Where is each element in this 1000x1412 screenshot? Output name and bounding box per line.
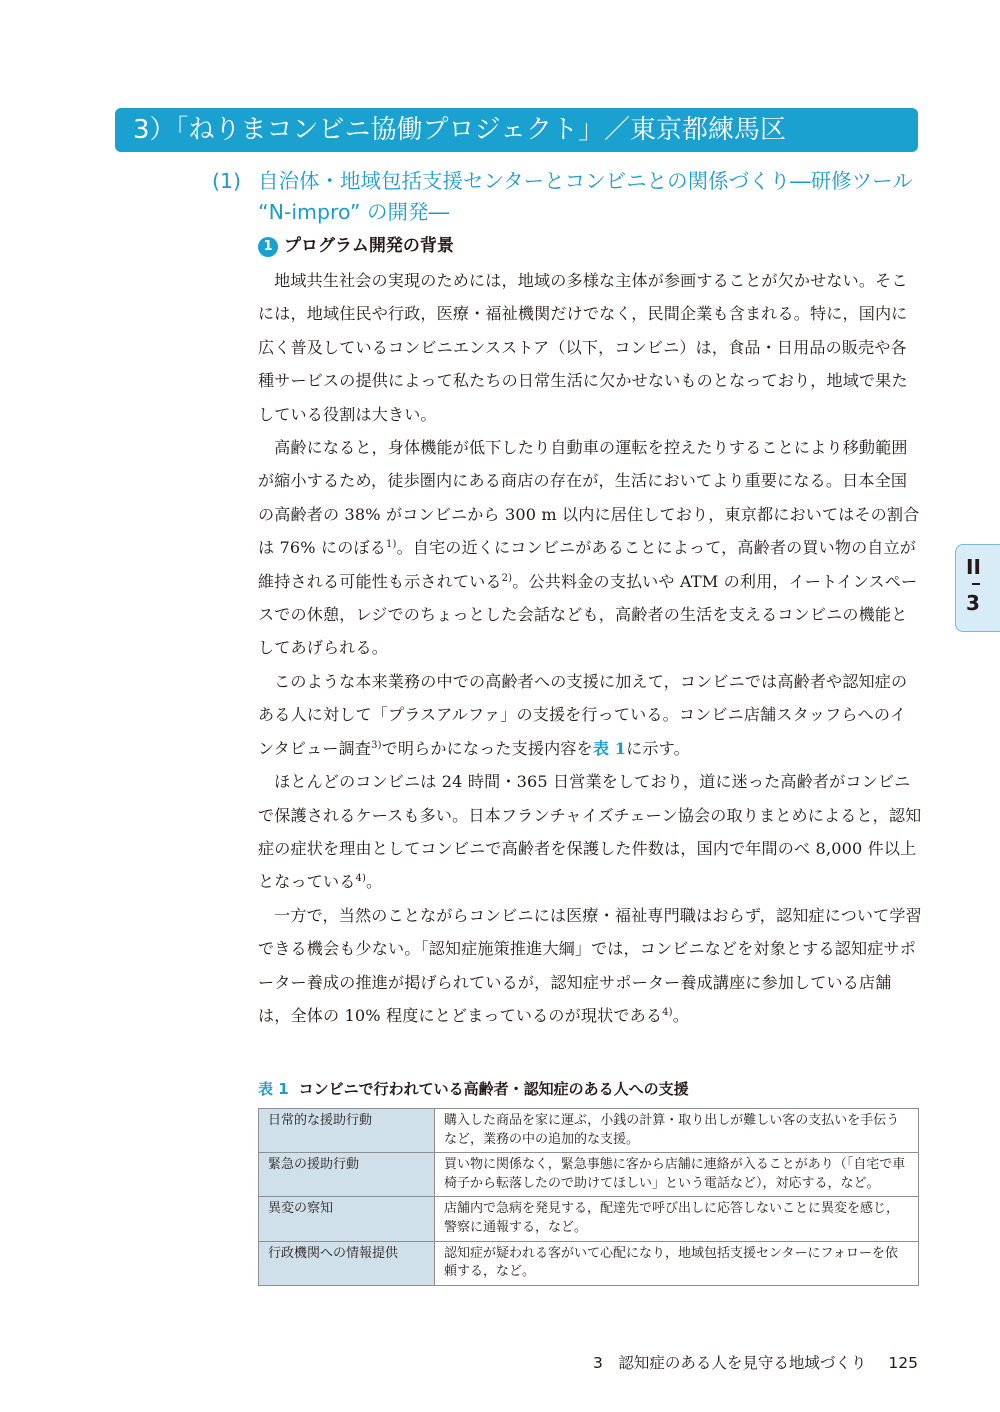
table-key-cell: 日常的な援助行動 [259,1109,435,1153]
table-row [259,1109,919,1153]
side-tab-divider [972,583,980,585]
body-text [258,264,922,1032]
table-caption-text: コンビニで行われている高齢者・認知症のある人への支援 [298,1080,689,1098]
paragraph-text: 。自宅の近くにコンビニがあることによって，高齢者の買い物の自立が維持される可能性も示されている [258,538,917,591]
footer-chapter-title: 3 認知症のある人を見守る地域づくり [593,1354,867,1372]
table-key-cell: 緊急の援助行動 [259,1153,435,1197]
table-value-cell: 店舗内で急病を発見する，配達先で呼び出しに応答しないことに異変を感じ，警察に通報する，など。 [435,1197,919,1241]
reference-mark: 3) [371,739,382,751]
reference-mark: 2) [501,572,513,584]
paragraph-2 [258,431,922,665]
paragraph-3 [258,665,922,765]
table-reference-link[interactable]: 表 1 [592,738,627,758]
section-title-bar [115,108,918,152]
paragraph-1 [258,264,922,431]
table-label: 表 1 [258,1080,289,1098]
section-title: 3）「ねりまコンビニ協働プロジェクト」／東京都練馬区 [133,115,787,145]
reference-mark: 4) [662,1006,673,1018]
table-key-cell: 行政機関への情報提供 [259,1241,435,1285]
paragraph-text: で明らかになった支援内容を [381,738,593,758]
paragraph-text: に示す。 [626,738,690,758]
side-tab-part: II [966,555,981,579]
table-row [259,1153,919,1197]
table-row [259,1241,919,1285]
table-key-cell: 異変の察知 [259,1197,435,1241]
reference-mark: 1) [385,539,397,551]
support-table [258,1108,919,1286]
chapter-side-tab[interactable] [955,544,1000,632]
paragraph-4 [258,765,922,899]
subsection-title-line1: 自治体・地域包括支援センターとコンビニとの関係づくり―研修ツール [258,169,913,193]
circled-number-icon: 1 [258,237,278,257]
paragraph-text: 。 [366,872,383,892]
paragraph-text: 。 [672,1005,689,1025]
paragraph-5 [258,899,922,1033]
side-tab-chapter: 3 [966,591,980,615]
table-value-cell: 購入した商品を家に運ぶ，小銭の計算・取り出しが難しい客の支払いを手伝うなど，業務の中の追加的な支援。 [435,1109,919,1153]
table-row [259,1197,919,1241]
subsection-heading [212,166,922,228]
paragraph-text: 一方で，当然のことながらコンビニには医療・福祉専門職はおらず，認知症について学習できる機会も少ない。「認知症施策推進大綱」では，コンビニなどを対象とする認知症サポーター養成の推進が掲げられているが，認知症サポーター養成講座に参加している店舗は，全体の 10% 程度にとどまっているのが現状である [258,905,922,1025]
paragraph-text: ほとんどのコンビニは 24 時間・365 日営業をしており，道に迷った高齢者がコンビニで保護されるケースも多い。日本フランチャイズチェーン協会の取りまとめによると，認知症の症状を理由としてコンビニで高齢者を保護した件数は，国内で年間のべ 8,000 件以上となっている [258,772,922,892]
page-number: 125 [888,1354,918,1372]
reference-mark: 4) [355,873,367,885]
subsection-number: (1) [212,169,242,193]
item-heading [258,234,454,258]
paragraph-text: 。公共料金の支払いや ATM の利用，イートインスペースでの休憩，レジでのちょっとした会話なども，高齢者の生活を支えるコンビニの機能としてあげられる。 [258,571,918,658]
table-value-cell: 買い物に関係なく，緊急事態に客から店舗に連絡が入ることがあり（「自宅で車椅子から転落したので助けてほしい」という電話など），対応する，など。 [435,1153,919,1197]
table-value-cell: 認知症が疑われる客がいて心配になり，地域包括支援センターにフォローを依頼する，など。 [435,1241,919,1285]
page-footer [593,1352,918,1374]
paragraph-text: 地域共生社会の実現のためには，地域の多様な主体が参画することが欠かせない。そこには，地域住民や行政，医療・福祉機関だけでなく，民間企業も含まれる。特に，国内に広く普及しているコンビニエンスストア（以下，コンビニ）は，食品・日用品の販売や各種サービスの提供によって私たちの日常生活に欠かせないものとなっており，地域で果たしている役割は大きい。 [258,271,908,424]
paragraph-text: 高齢になると，身体機能が低下したり自動車の運転を控えたりすることにより移動範囲が縮小するため，徒歩圏内にある商店の存在が，生活においてより重要になる。日本全国の高齢者の 38% がコンビニから 300 m 以内に居住しており，東京都においてはその割合は 76% にのぼる [258,438,920,558]
item-title: プログラム開発の背景 [284,236,454,256]
subsection-title-line2: “N-impro” の開発― [258,200,449,224]
table-caption [258,1078,689,1100]
paragraph-text: このような本来業務の中での高齢者への支援に加えて，コンビニでは高齢者や認知症のある人に対して「プラスアルファ」の支援を行っている。コンビニ店舗スタッフらへのインタビュー調査 [258,671,908,758]
